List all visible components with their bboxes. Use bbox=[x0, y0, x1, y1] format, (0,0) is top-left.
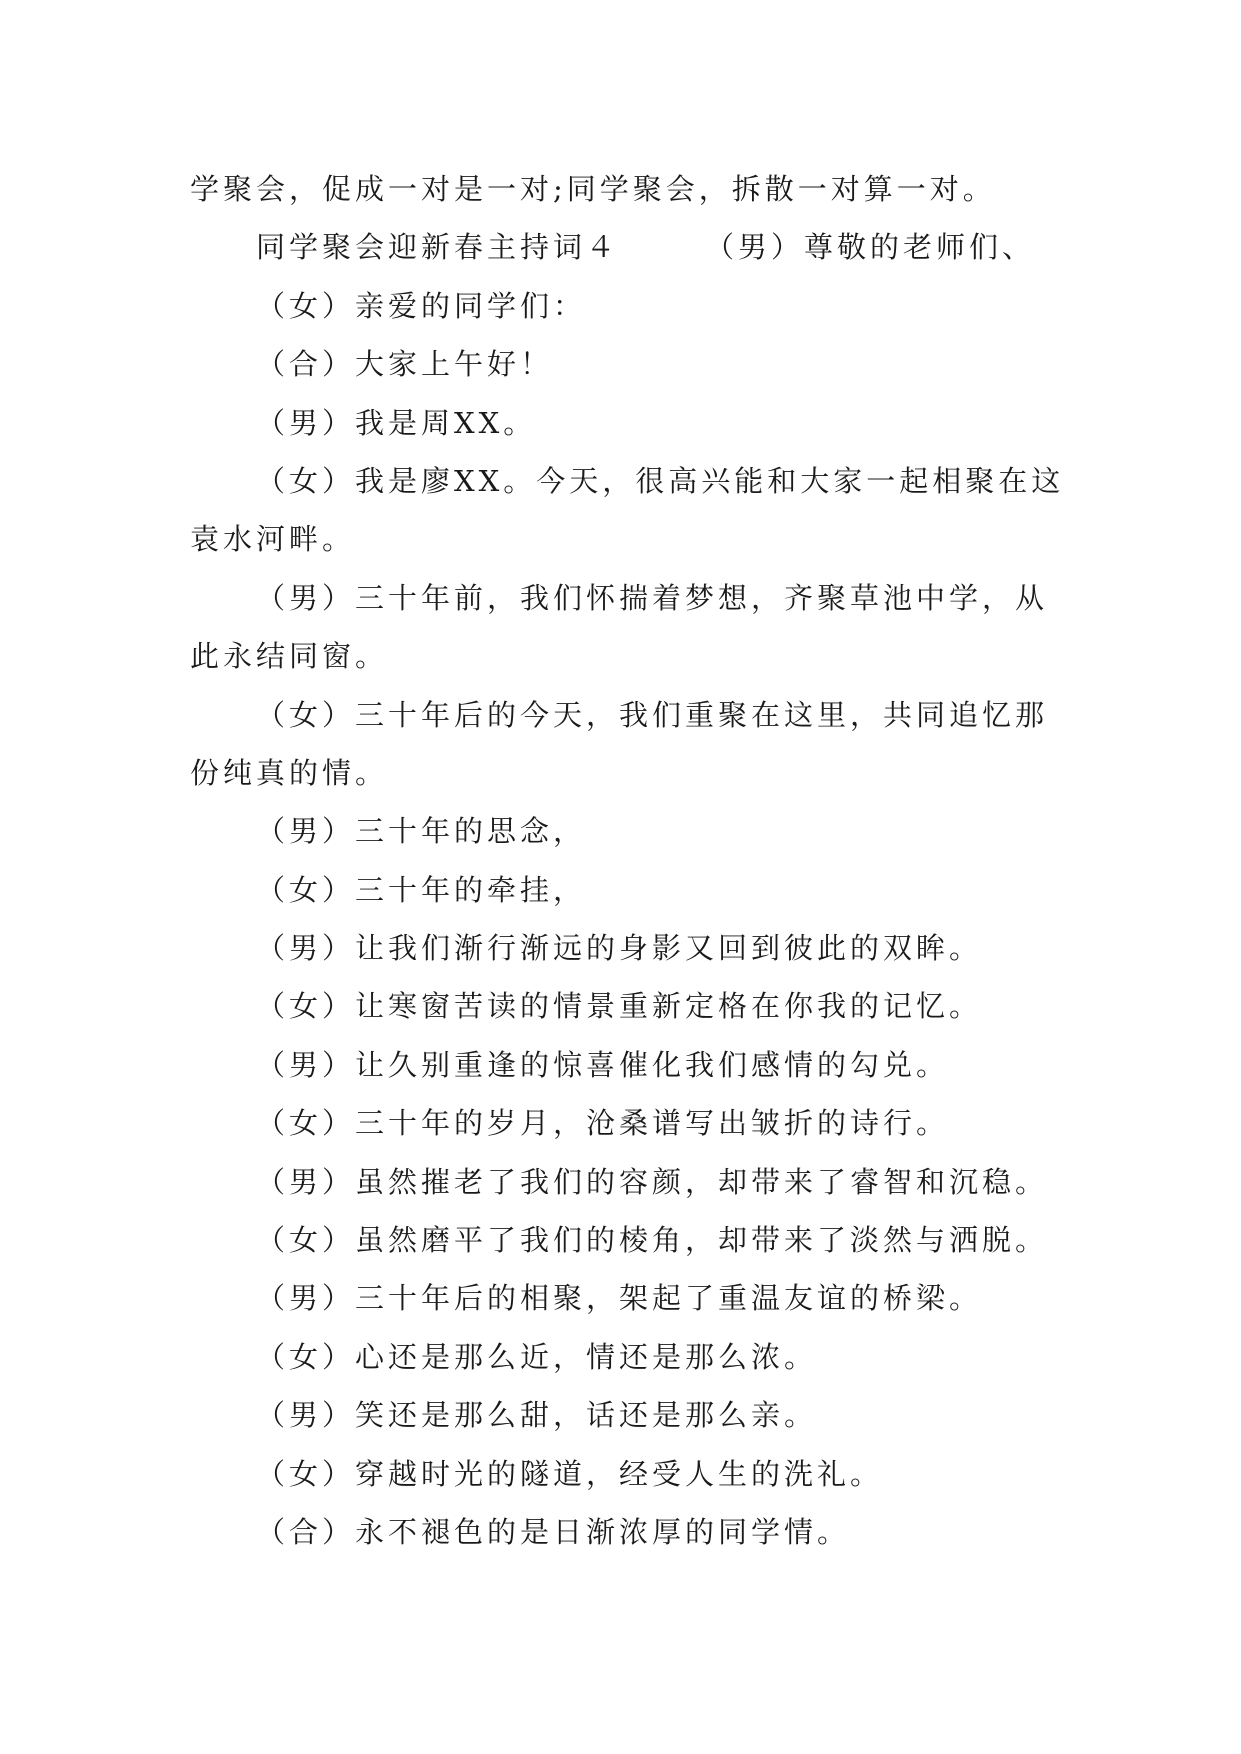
text-line: （女）三十年后的今天，我们重聚在这里，共同追忆那 bbox=[256, 697, 1049, 732]
text-line: （女）三十年的牵挂， bbox=[256, 872, 587, 907]
text-line: （女）虽然磨平了我们的棱角，却带来了淡然与洒脱。 bbox=[256, 1223, 1049, 1258]
text-line: （合）大家上午好！ bbox=[256, 347, 554, 382]
text-line: （女）三十年的岁月，沧桑谱写出皱折的诗行。 bbox=[256, 1106, 950, 1141]
text-line: （男）虽然摧老了我们的容颜，却带来了睿智和沉稳。 bbox=[256, 1164, 1049, 1199]
text-line: 份纯真的情。 bbox=[190, 755, 389, 790]
text-line: （男）笑还是那么甜，话还是那么亲。 bbox=[256, 1398, 818, 1433]
text-line: （男）三十年后的相聚，架起了重温友谊的桥梁。 bbox=[256, 1281, 983, 1316]
text-line: 学聚会，促成一对是一对;同学聚会，拆散一对算一对。 bbox=[190, 172, 996, 206]
text-line: （合）永不褪色的是日渐浓厚的同学情。 bbox=[256, 1514, 851, 1549]
text-line: （女）穿越时光的隧道，经受人生的洗礼。 bbox=[256, 1456, 884, 1491]
text-line: （男）三十年的思念， bbox=[256, 814, 587, 849]
section-title: 同学聚会迎新春主持词４ bbox=[256, 230, 620, 265]
document-body bbox=[190, 160, 1070, 1561]
text-line: （男）三十年前，我们怀揣着梦想，齐聚草池中学，从 bbox=[256, 580, 1049, 615]
text-line: （女）亲爱的同学们： bbox=[256, 288, 587, 323]
text-line: （女）心还是那么近，情还是那么浓。 bbox=[256, 1339, 818, 1374]
section-heading-line bbox=[190, 218, 1070, 276]
text-line: （男）让我们渐行渐远的身影又回到彼此的双眸。 bbox=[256, 931, 983, 966]
text-line: （男）我是周XX。 bbox=[256, 405, 537, 440]
text-line: 袁水河畔。 bbox=[190, 522, 356, 557]
text-line: （女）让寒窗苦读的情景重新定格在你我的记忆。 bbox=[256, 989, 983, 1024]
text-fragment: （男）尊敬的老师们、 bbox=[705, 230, 1036, 265]
text-line: 此永结同窗。 bbox=[190, 639, 389, 674]
text-line: （女）我是廖XX。今天，很高兴能和大家一起相聚在这 bbox=[256, 463, 1065, 498]
text-line: （男）让久别重逢的惊喜催化我们感情的勾兑。 bbox=[256, 1047, 950, 1082]
